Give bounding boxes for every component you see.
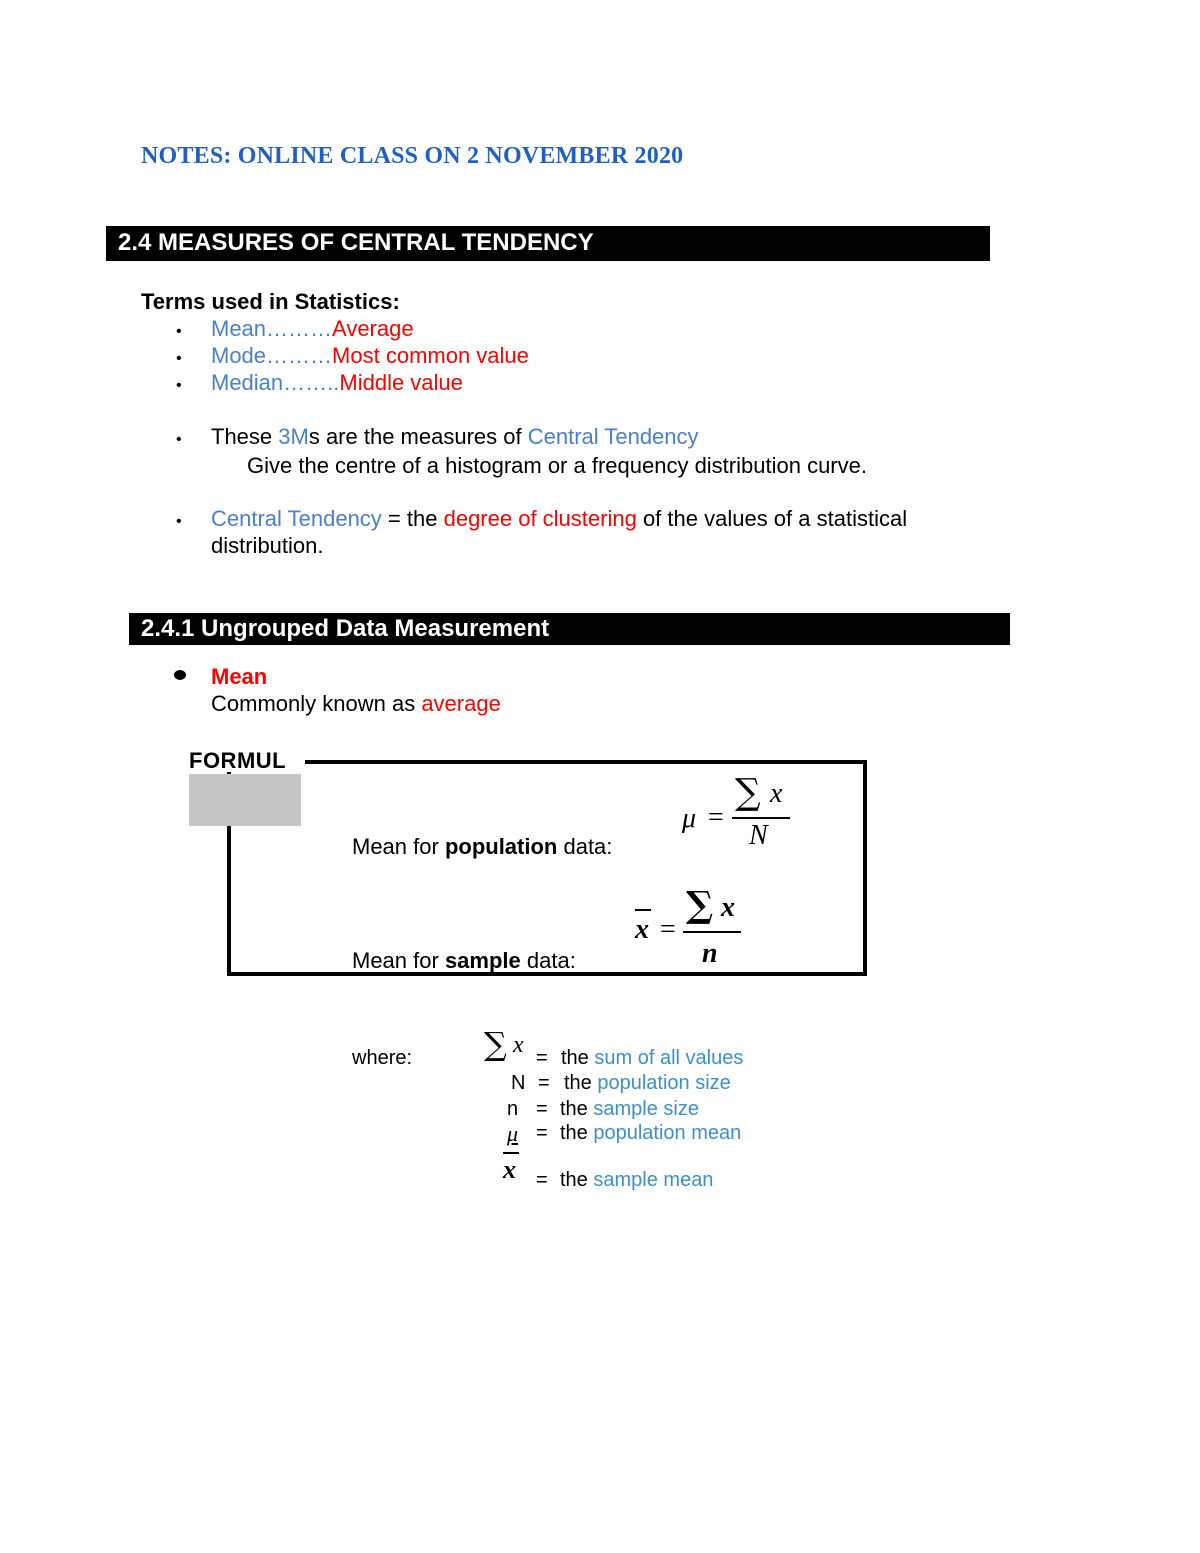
average-term: average <box>421 691 501 716</box>
definition: sample mean <box>593 1169 714 1191</box>
where-row <box>564 1072 731 1095</box>
text: the <box>564 1072 592 1094</box>
equals-sign: = <box>708 802 724 833</box>
text: Mean for <box>352 834 445 859</box>
list-item <box>176 370 182 396</box>
mu-symbol: μ <box>507 1121 519 1146</box>
mean-label: Mean <box>211 664 268 689</box>
sigma-symbol: ∑ <box>686 884 714 926</box>
three-m-subtext: Give the centre of a histogram or a frequency distribution curve. <box>247 453 867 478</box>
formula-tab-label: FORMUL <box>189 748 287 773</box>
text: Commonly known as <box>211 691 422 716</box>
x-bar-symbol: x <box>635 914 649 945</box>
mu-symbol: μ <box>682 803 697 834</box>
term-mode <box>211 343 529 369</box>
fraction-line <box>732 817 790 819</box>
text: s are the measures of <box>308 424 528 449</box>
text: data: <box>557 834 613 859</box>
text: the <box>561 1047 589 1069</box>
equals-sign: = <box>538 1072 550 1094</box>
central-tendency-term: Central Tendency <box>527 424 699 449</box>
N-symbol: N <box>749 820 768 851</box>
central-tendency-term: Central Tendency <box>211 506 382 531</box>
list-item <box>176 316 182 342</box>
central-tendency-definition <box>211 506 907 532</box>
sample-word: sample <box>444 948 521 973</box>
degree-of-clustering: degree of clustering <box>443 506 637 531</box>
text: of the values of a statistical <box>636 506 908 531</box>
text: These <box>211 424 279 449</box>
formula-tab-shade <box>189 774 301 826</box>
equals-sign: = <box>536 1047 548 1069</box>
sigma-symbol: ∑ <box>484 1025 507 1063</box>
equals-sign: = <box>536 1098 548 1120</box>
equals-sign: = <box>536 1122 548 1144</box>
term-label: Mean……… <box>211 316 333 341</box>
x-symbol: x <box>770 778 783 809</box>
highlight-3m: 3M <box>278 424 309 449</box>
fraction-line <box>683 931 741 933</box>
where-row <box>560 1169 713 1192</box>
section-heading-2-4-1: 2.4.1 Ungrouped Data Measurement <box>129 613 1010 645</box>
x-bar-symbol: x <box>503 1155 516 1184</box>
n-symbol: n <box>507 1098 519 1120</box>
N-symbol: N <box>511 1072 526 1094</box>
x-symbol: x <box>721 892 735 923</box>
bullet: • <box>176 323 182 340</box>
list-item <box>176 343 182 369</box>
n-symbol: n <box>702 938 718 969</box>
x-bar-overline <box>503 1152 519 1154</box>
population-word: population <box>444 834 558 859</box>
bullet: • <box>176 431 182 448</box>
text: = the <box>381 506 444 531</box>
definition: population mean <box>593 1122 742 1144</box>
where-row <box>560 1122 741 1145</box>
bullet: • <box>176 350 182 367</box>
term-meaning: Average <box>332 316 414 341</box>
text: Mean for <box>352 948 445 973</box>
population-mean-label <box>352 834 612 860</box>
mean-description <box>211 691 501 717</box>
terms-heading: Terms used in Statistics: <box>141 289 400 314</box>
x-bar-overline <box>635 909 651 911</box>
term-meaning: Most common value <box>332 343 529 368</box>
three-m-statement <box>211 424 699 450</box>
bullet <box>174 670 186 680</box>
definition: sample size <box>593 1098 699 1120</box>
text: data: <box>520 948 576 973</box>
term-meaning: Middle value <box>339 370 463 395</box>
term-label: Mode……… <box>211 343 333 368</box>
section-heading-2-4: 2.4 MEASURES OF CENTRAL TENDENCY <box>106 226 990 261</box>
bullet: • <box>176 513 182 530</box>
term-label: Median…….. <box>211 370 340 395</box>
text: the <box>560 1169 588 1191</box>
definition: population size <box>597 1072 731 1094</box>
text: the <box>560 1122 588 1144</box>
page-title: NOTES: ONLINE CLASS ON 2 NOVEMBER 2020 <box>141 143 684 169</box>
bullet: • <box>176 377 182 394</box>
sigma-symbol: ∑ <box>735 772 761 813</box>
term-median <box>211 370 463 396</box>
term-mean <box>211 316 414 342</box>
equals-sign: = <box>536 1169 548 1191</box>
equals-sign: = <box>660 914 676 945</box>
sample-mean-label <box>352 948 576 974</box>
text: the <box>560 1098 588 1120</box>
where-row <box>561 1047 743 1070</box>
where-row <box>560 1098 699 1121</box>
central-tendency-definition-line2: distribution. <box>211 533 324 558</box>
where-label: where: <box>352 1047 413 1069</box>
x-symbol: x <box>513 1032 524 1058</box>
definition: sum of all values <box>594 1047 744 1069</box>
